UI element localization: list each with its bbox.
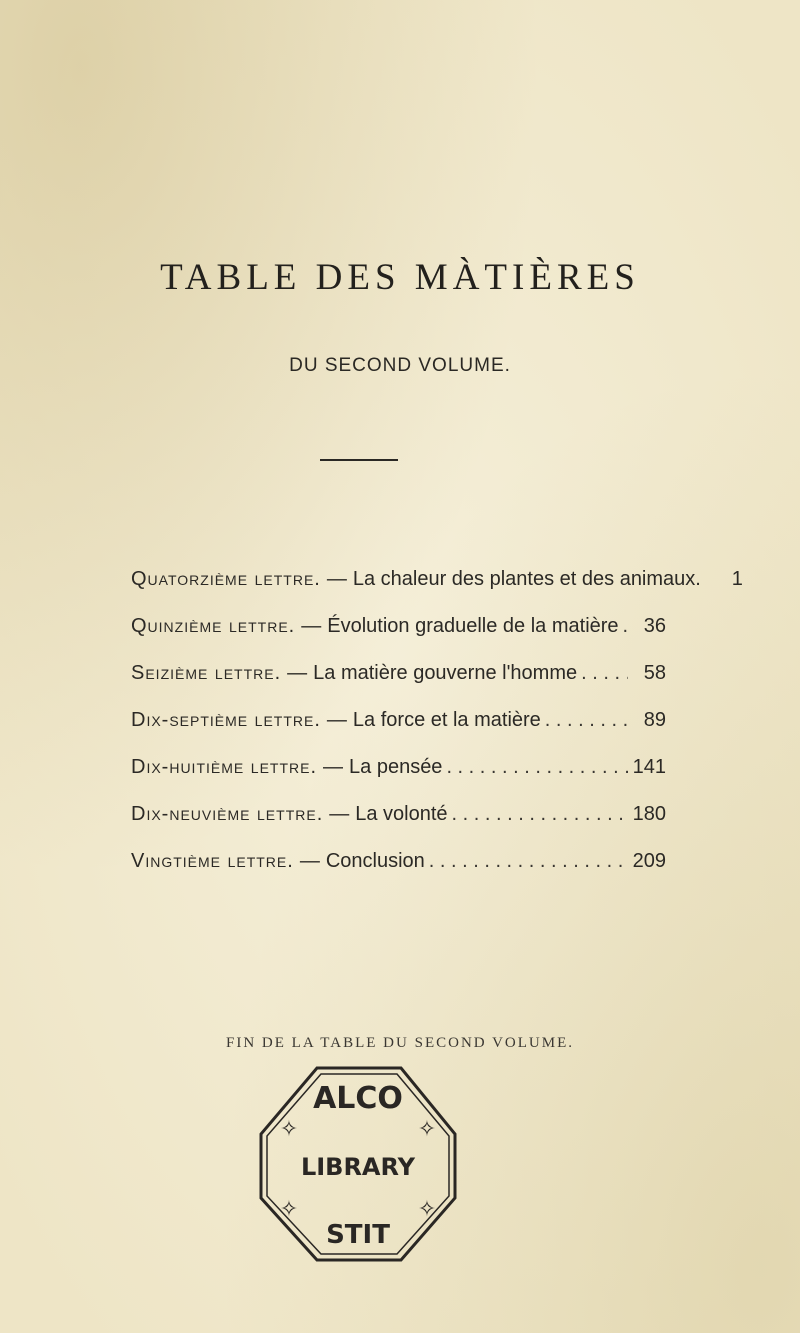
toc-title: Conclusion <box>325 850 425 872</box>
toc-dash: — <box>326 709 347 731</box>
toc-page-number: 36 <box>643 615 666 637</box>
toc-entry <box>131 850 666 897</box>
stamp-ornament-right-bottom: ✧ <box>417 1197 437 1222</box>
toc-letter-label: Dix-septième lettre. <box>131 709 321 731</box>
toc-entry <box>131 803 666 850</box>
fin-de-table: FIN DE LA TABLE DU SECOND VOLUME. <box>226 1035 574 1051</box>
toc-page-number: 141 <box>632 756 666 778</box>
toc-title: Évolution graduelle de la matière <box>327 615 619 637</box>
toc-leader-dots <box>581 662 628 685</box>
toc-title: La matière gouverne l'homme <box>313 662 578 684</box>
toc-title: La force et la matière <box>352 709 541 731</box>
toc-leader-dots <box>429 850 628 873</box>
page-subtitle: DU SECOND VOLUME. <box>289 355 511 376</box>
stamp-bottom-text: STIT <box>326 1220 390 1250</box>
divider-rule <box>320 459 398 461</box>
toc-entry <box>131 615 666 662</box>
stamp-ornament-left-bottom: ✧ <box>279 1197 299 1222</box>
library-stamp <box>255 1064 461 1264</box>
toc-letter-label: Dix-neuvième lettre. <box>131 803 324 825</box>
toc-page-number: 1 <box>731 568 743 590</box>
toc-leader-dots <box>545 709 628 732</box>
toc-letter-label: Quatorzième lettre. <box>131 568 321 590</box>
table-of-contents <box>131 568 743 897</box>
toc-page-number: 209 <box>632 850 666 872</box>
toc-leader-dots <box>623 615 628 638</box>
toc-leader-dots <box>446 756 628 779</box>
stamp-ornament-left-top: ✧ <box>279 1117 299 1142</box>
page-title: TABLE DES MÀTIÈRES <box>160 257 640 298</box>
toc-dash: — <box>287 662 308 684</box>
toc-letter-label: Seizième lettre. <box>131 662 282 684</box>
toc-dash: — <box>326 568 347 590</box>
toc-entry <box>131 568 743 615</box>
toc-leader-dots <box>452 803 628 826</box>
stamp-ornament-right-top: ✧ <box>417 1117 437 1142</box>
toc-entry <box>131 709 666 756</box>
toc-title: La pensée <box>349 756 443 778</box>
toc-page-number: 58 <box>643 662 666 684</box>
toc-title: La chaleur des plantes et des animaux. <box>352 568 701 590</box>
toc-dash: — <box>323 756 344 778</box>
toc-page-number: 89 <box>643 709 666 731</box>
toc-dash: — <box>301 615 322 637</box>
toc-title: La volonté <box>355 803 448 825</box>
toc-page-number: 180 <box>632 803 666 825</box>
toc-dash: — <box>329 803 350 825</box>
toc-entry <box>131 756 666 803</box>
toc-letter-label: Vingtième lettre. <box>131 850 294 872</box>
toc-entry <box>131 662 666 709</box>
toc-dash: — <box>299 850 320 872</box>
stamp-top-text: ALCO <box>313 1081 403 1116</box>
toc-letter-label: Quinzième lettre. <box>131 615 296 637</box>
stamp-center-text: LIBRARY <box>300 1153 416 1181</box>
toc-letter-label: Dix-huitième lettre. <box>131 756 318 778</box>
